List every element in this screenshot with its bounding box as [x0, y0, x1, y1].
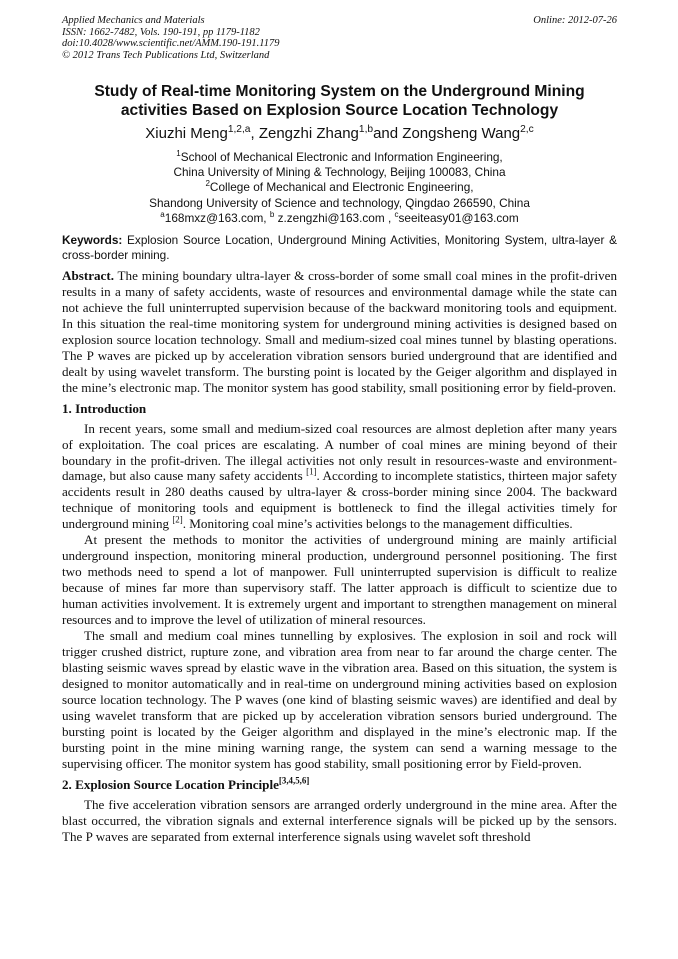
citation: [3,4,5,6] — [278, 775, 310, 786]
paragraph-text: . According to incomplete statistics, thirteen major safety accidents result in 280 deaths caused by ultra-layer & cross-border mining since 2004. The backward technique of monitoring tools and equipment is bottleneck to find the illegal activities timely for underground mining — [62, 468, 617, 532]
author-name: Zongsheng Wang — [402, 125, 521, 142]
author-affiliation-mark: 1,b — [358, 124, 374, 135]
affiliation-1-line-2: China University of Mining & Technology, Beijing 100083, China — [173, 165, 506, 180]
email-line — [62, 211, 617, 226]
affiliation-1-line-1 — [62, 150, 617, 165]
abstract — [62, 268, 617, 396]
journal-name: Applied Mechanics and Materials — [62, 15, 205, 26]
author-name: Xiuzhi Meng — [145, 125, 228, 142]
affiliations — [62, 150, 617, 226]
citation: [1] — [306, 467, 317, 478]
journal-header — [62, 15, 617, 61]
author-separator: and — [373, 125, 403, 142]
author-list — [62, 125, 617, 143]
online-date: Online: 2012-07-26 — [533, 15, 617, 26]
citation: [2] — [172, 514, 183, 525]
section-heading — [62, 777, 617, 793]
paragraph-text: In recent years, some small and medium-sized coal resources are almost depletion after many years of exploitation. The coal prices are escalating. A number of coal mines are mining beyond of their boundary in the profit-driven. The illegal activities not only result in resources-waste and environment-damage, but also cause many safety accidents — [62, 420, 617, 484]
affiliation-mark: 2 — [205, 179, 210, 189]
email-address: z.zengzhi@163.com , — [274, 210, 395, 225]
affiliation-text: School of Mechanical Electronic and Information Engineering, — [180, 150, 503, 164]
abstract-label: Abstract. — [62, 268, 114, 283]
affiliation-text: College of Mechanical and Electronic Engineering, — [209, 180, 474, 195]
paragraph: The five acceleration vibration sensors are arranged orderly underground in the mine area. After the blast occurred, the vibration signals and external interference signals will be picked up by the sensors. The P waves are separated from external interference signals using wavelet soft threshold — [62, 796, 617, 844]
paper-title — [62, 82, 617, 120]
title-line-1: Study of Real-time Monitoring System on the Underground Mining — [94, 83, 585, 100]
abstract-text: The mining boundary ultra-layer & cross-border of some small coal mines in the profit-driven results in a many of safety accidents, waste of resources and environmental damage while the state can not achieve the full uninterrupted supervision because of the backward monitoring tools and equipment. In this situation the real-time monitoring system for underground mining activities is designed based on explosion source location technology. Small and medium-sized coal mines tunnel by blasting operations. The P waves are picked up by acceleration vibration sensors buried underground that are identified and dealt by using wavelet transform. The bursting point is located by the Geiger algorithm and displayed in the mine’s electronic map. The monitor system has good stability, small positioning error by field-proven. — [62, 268, 617, 395]
title-line-2: activities Based on Explosion Source Location Technology — [120, 102, 559, 119]
keywords-text: Explosion Source Location, Underground Mining Activities, Monitoring System, ultra-layer & cross-border mining. — [62, 233, 617, 262]
author-affiliation-mark: 1,2,a — [227, 124, 251, 135]
author-separator: , — [250, 125, 259, 142]
section-heading-text: 2. Explosion Source Location Principle — [62, 776, 279, 792]
section-heading: 1. Introduction — [62, 400, 147, 416]
paragraph: The small and medium coal mines tunnelling by explosives. The explosion in soil and rock will trigger crushed district, rupture zone, and vibration area from near to far around the charge center. The blasting seismic waves spread by elastic wave in the vibration area. Based on this situation, the system is designed to monitor automatically and in real-time on underground mining activities based on explosion source location technology. The P waves (one kind of blasting seismic waves) are identified and deal by using wavelet transform that are picked up by acceleration vibration sensors buried underground. The bursting point is located by the Geiger algorithm and displayed in the mine’s electronic map. If the bursting point in the mine mining warning range, the system can send a warning message to the supervising officer. The monitor system has good stability, small positioning error by Field-proven. — [62, 628, 617, 771]
email-mark: a — [160, 209, 165, 219]
affiliation-2-line-1 — [62, 180, 617, 195]
paragraph — [62, 421, 617, 533]
email-address: seeiteasy01@163.com — [398, 210, 519, 225]
doi-line: doi:10.4028/www.scientific.net/AMM.190-191.1179 — [62, 38, 280, 50]
email-mark: b — [269, 209, 275, 219]
author-affiliation-mark: 2,c — [520, 124, 534, 135]
issn-line: ISSN: 1662-7482, Vols. 190-191, pp 1179-1182 — [62, 26, 260, 38]
paper-body — [62, 268, 617, 844]
email-address: 168mxz@163.com, — [164, 210, 270, 225]
paragraph-text: . Monitoring coal mine’s activities belongs to the management difficulties. — [182, 516, 573, 532]
paragraph: At present the methods to monitor the activities of underground mining are mainly artificial underground inspection, monitoring mineral production, underground personnel positioning. The first two methods need to spend a lot of manpower. Full uninterrupted supervision is difficult to realize because of mines far more than supervisory staff. The latter approach is difficult to scientize due to human activities involvement. It is extremely urgent and important to strengthen management on mineral resources and to improve the level of utilization of mineral resources. — [62, 532, 617, 628]
affiliation-mark: 1 — [176, 149, 181, 159]
keywords — [62, 233, 617, 262]
email-mark: c — [394, 209, 399, 219]
author-name: Zengzhi Zhang — [258, 125, 359, 142]
keywords-label: Keywords: — [62, 233, 123, 247]
copyright-line: © 2012 Trans Tech Publications Ltd, Switzerland — [62, 49, 270, 61]
affiliation-2-line-2: Shandong University of Science and technology, Qingdao 266590, China — [149, 195, 530, 210]
